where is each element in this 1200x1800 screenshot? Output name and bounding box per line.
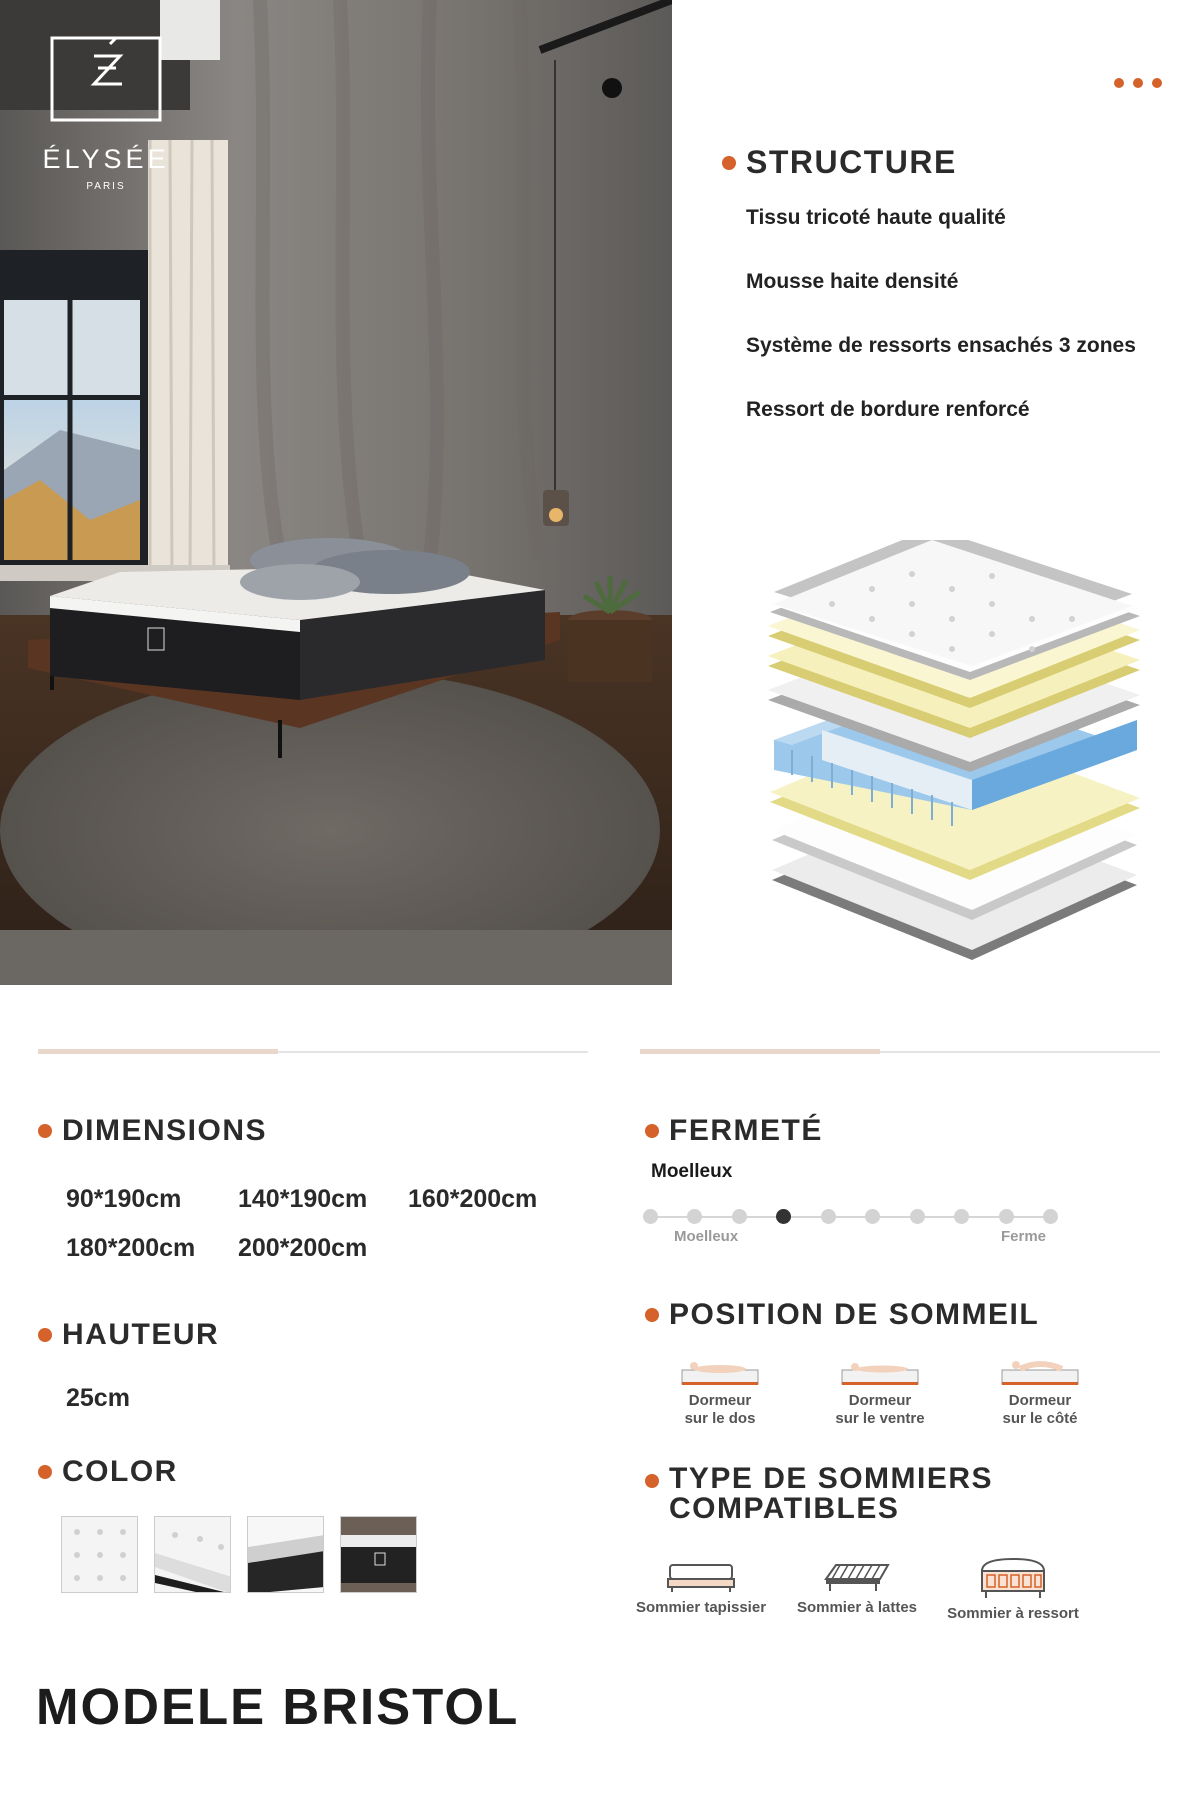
divider-left: [38, 1051, 588, 1053]
bullet-dot-icon: [645, 1308, 659, 1322]
firmness-tick[interactable]: [910, 1209, 925, 1224]
more-dots-icon[interactable]: [1114, 78, 1162, 88]
structure-list: [746, 205, 1136, 461]
base-type-heading: [645, 1464, 993, 1524]
sleep-position-line2: sur le ventre: [835, 1410, 925, 1427]
firmness-title: FERMETÉ: [669, 1114, 823, 1147]
base-type-section: [645, 1464, 993, 1524]
sleep-position-item: [800, 1360, 960, 1428]
firmness-tick[interactable]: [1043, 1209, 1058, 1224]
model-name: MODELE BRISTOL: [36, 1678, 520, 1735]
swatch-black-border-logo[interactable]: [340, 1516, 417, 1593]
brand-logo: [30, 36, 182, 192]
base-type-label: Sommier tapissier: [635, 1599, 767, 1616]
sleep-position-line2: sur le côté: [1002, 1410, 1078, 1427]
size-option: 200*200cm: [238, 1234, 368, 1262]
firmness-tick[interactable]: [687, 1209, 702, 1224]
sleep-position-heading: [645, 1298, 1039, 1332]
sleep-position-line1: Dormeur: [848, 1392, 912, 1409]
base-type-title-line2: COMPATIBLES: [669, 1492, 900, 1525]
sleeper-back-icon: [680, 1360, 760, 1386]
size-option: 140*190cm: [238, 1185, 368, 1213]
color-title: COLOR: [62, 1455, 178, 1488]
structure-item: Système de ressorts ensachés 3 zones: [746, 334, 1136, 357]
mattress-layers-illustration: [752, 540, 1152, 980]
size-option: 90*190cm: [66, 1185, 182, 1213]
dimensions-list: [66, 1185, 578, 1263]
firmness-selected-label: Moelleux: [651, 1161, 733, 1182]
height-title: HAUTEUR: [62, 1318, 220, 1351]
firmness-tick-selected[interactable]: [776, 1209, 791, 1224]
bullet-dot-icon: [645, 1124, 659, 1138]
sleeper-side-icon: [1000, 1360, 1080, 1386]
firmness-section: [645, 1114, 823, 1148]
bedroom-photo: [0, 0, 672, 985]
structure-item: Tissu tricoté haute qualité: [746, 206, 1006, 229]
height-value: 25cm: [66, 1384, 130, 1412]
firmness-track: [651, 1216, 1055, 1218]
bullet-dot-icon: [38, 1124, 52, 1138]
elysee-monogram-icon: [50, 36, 162, 122]
bullet-dot-icon: [38, 1465, 52, 1479]
brand-city: PARIS: [86, 181, 126, 192]
sleep-position-section: [645, 1298, 1039, 1332]
sleep-position-title: POSITION DE SOMMEIL: [669, 1298, 1040, 1331]
height-section: [38, 1318, 219, 1352]
color-section: [38, 1455, 178, 1489]
brand-name: ÉLYSÉE: [42, 144, 170, 174]
bullet-dot-icon: [645, 1474, 659, 1488]
firmness-max-label: Ferme: [1001, 1228, 1047, 1245]
base-type-label: Sommier à ressort: [947, 1605, 1079, 1622]
dimensions-section: [38, 1114, 267, 1148]
structure-section: [722, 144, 1136, 461]
structure-item: Ressort de bordure renforcé: [746, 398, 1030, 421]
firmness-min-label: Moelleux: [674, 1228, 739, 1245]
slatted-base-icon: [822, 1557, 892, 1593]
sleep-position-line1: Dormeur: [688, 1392, 752, 1409]
spring-base-icon: [978, 1557, 1048, 1599]
base-type-item: [938, 1557, 1088, 1622]
firmness-tick[interactable]: [821, 1209, 836, 1224]
structure-heading: [722, 144, 1136, 181]
firmness-tick[interactable]: [732, 1209, 747, 1224]
sleeper-stomach-icon: [840, 1360, 920, 1386]
dimensions-title: DIMENSIONS: [62, 1114, 268, 1147]
sleep-position-item: [960, 1360, 1120, 1428]
base-type-list: [626, 1557, 1088, 1622]
color-swatches: [61, 1516, 417, 1593]
bullet-dot-icon: [38, 1328, 52, 1342]
firmness-tick[interactable]: [954, 1209, 969, 1224]
color-heading: [38, 1455, 178, 1489]
swatch-side-view[interactable]: [247, 1516, 324, 1593]
base-type-label: Sommier à lattes: [796, 1599, 918, 1616]
structure-title: STRUCTURE: [746, 144, 957, 180]
firmness-tick[interactable]: [865, 1209, 880, 1224]
size-option: 160*200cm: [408, 1185, 538, 1213]
sleep-position-line2: sur le dos: [684, 1410, 756, 1427]
bullet-dot-icon: [722, 156, 736, 170]
sleep-position-list: [640, 1360, 1120, 1428]
height-heading: [38, 1318, 219, 1352]
size-option: 180*200cm: [66, 1234, 196, 1262]
divider-right: [640, 1051, 1160, 1053]
swatch-white-black-corner[interactable]: [154, 1516, 231, 1593]
swatch-white-quilted-top[interactable]: [61, 1516, 138, 1593]
upholstered-base-icon: [666, 1557, 736, 1593]
firmness-tick[interactable]: [999, 1209, 1014, 1224]
firmness-tick[interactable]: [643, 1209, 658, 1224]
base-type-title-line1: TYPE DE SOMMIERS: [669, 1462, 994, 1495]
base-type-item: [626, 1557, 776, 1622]
firmness-heading: [645, 1114, 823, 1148]
structure-item: Mousse haite densité: [746, 270, 959, 293]
base-type-item: [776, 1557, 938, 1622]
sleep-position-line1: Dormeur: [1008, 1392, 1072, 1409]
sleep-position-item: [640, 1360, 800, 1428]
dimensions-heading: [38, 1114, 267, 1148]
